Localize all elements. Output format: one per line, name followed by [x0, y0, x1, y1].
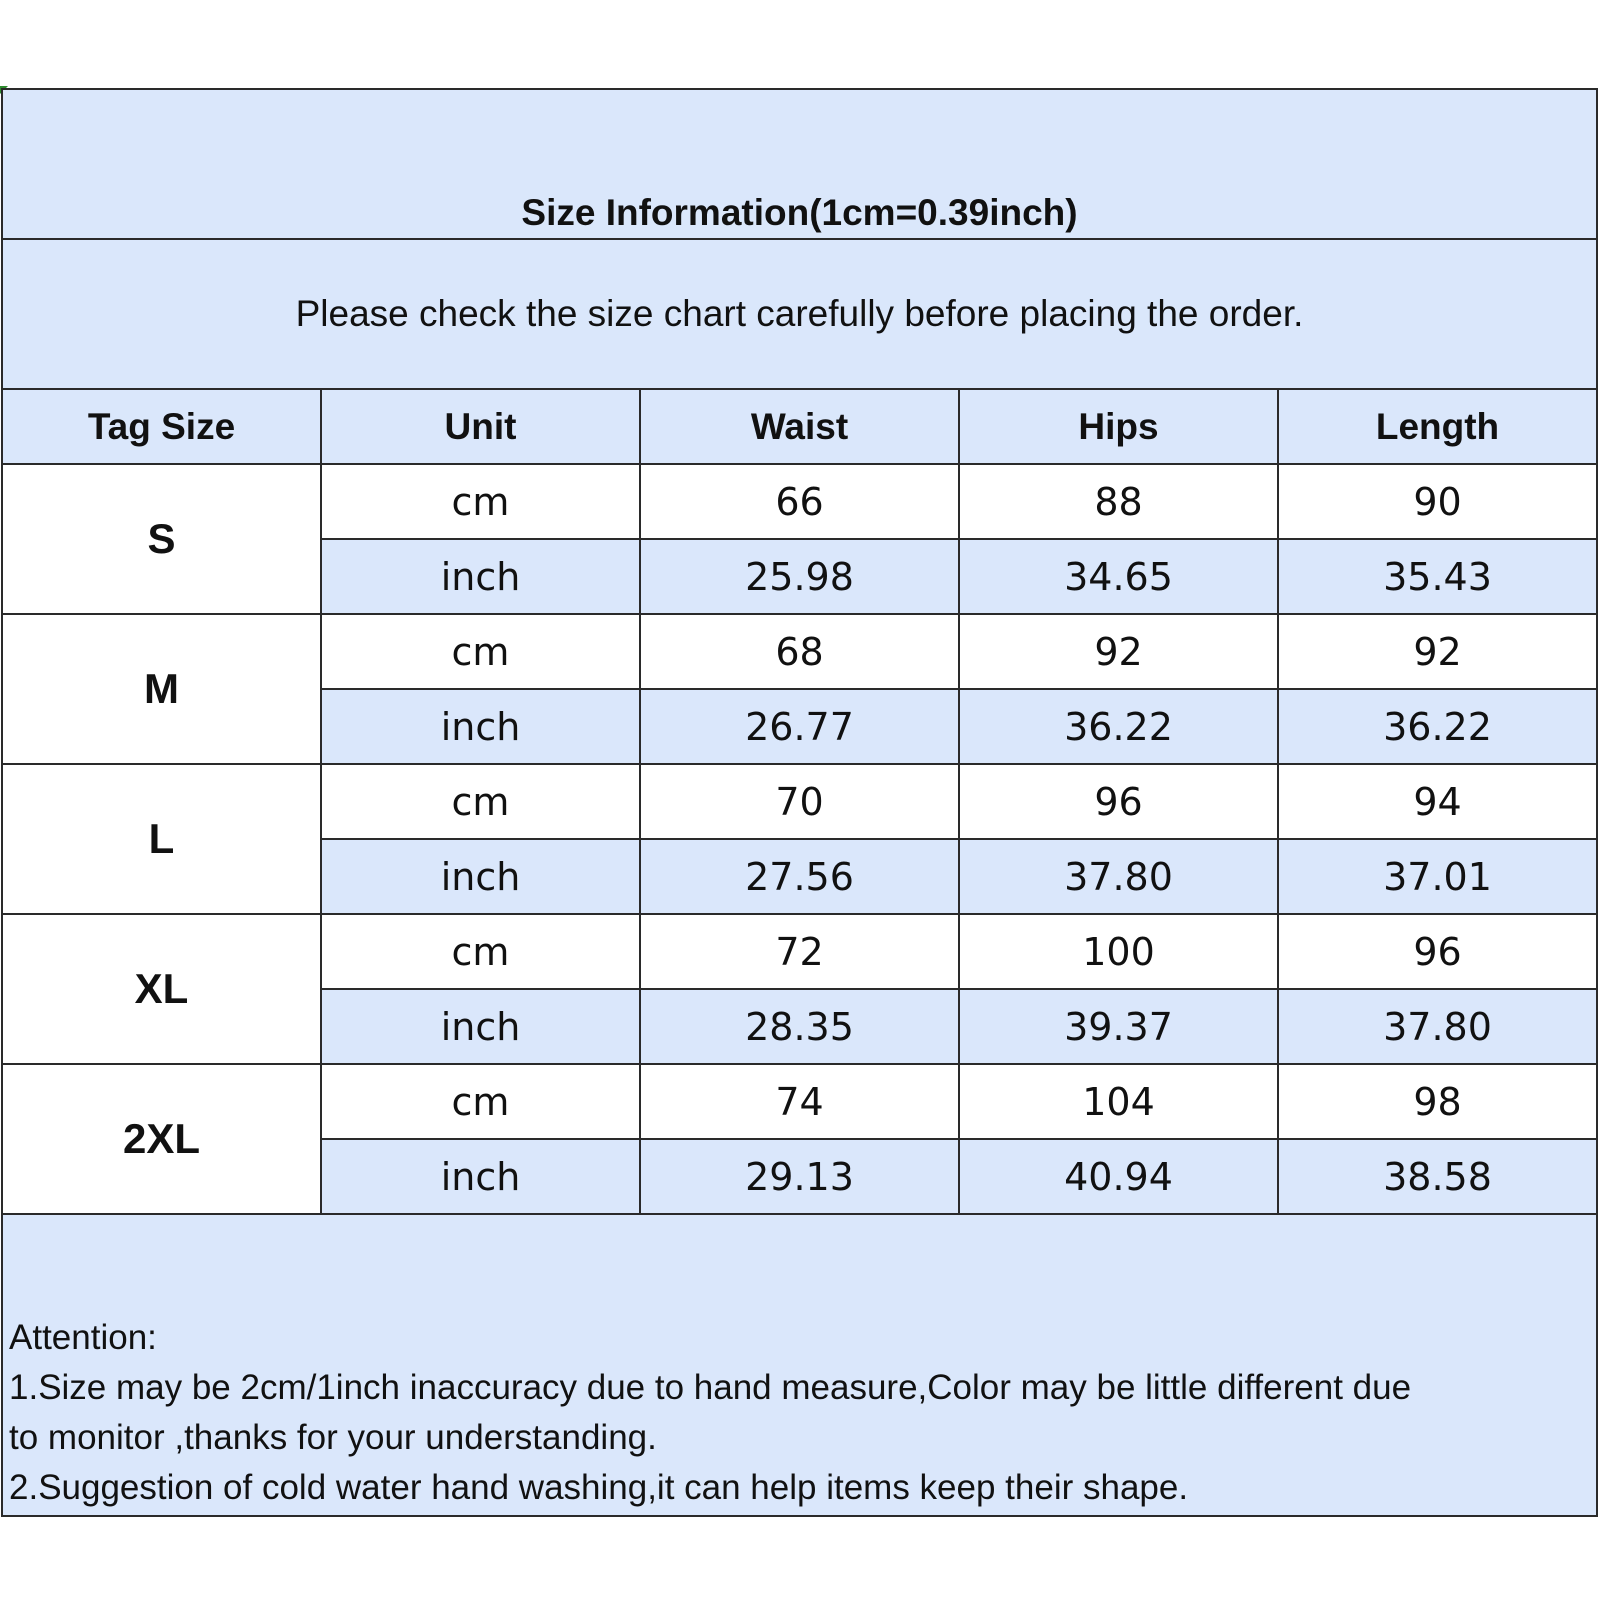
hips-cell: 92: [959, 614, 1278, 689]
notes-row: [2, 1214, 1597, 1516]
waist-cell: 28.35: [640, 989, 959, 1064]
unit-cell: inch: [321, 839, 640, 914]
table-title: [2, 89, 1597, 239]
size-chart-table: [1, 88, 1598, 1517]
length-cell: 92: [1278, 614, 1597, 689]
hips-cell: 100: [959, 914, 1278, 989]
tag-size-cell: M: [2, 614, 321, 764]
tag-size-cell: S: [2, 464, 321, 614]
header-tag-size: Tag Size: [2, 389, 321, 464]
waist-cell: 66: [640, 464, 959, 539]
tag-size-cell: XL: [2, 914, 321, 1064]
unit-cell: inch: [321, 989, 640, 1064]
unit-cell: cm: [321, 914, 640, 989]
table-row: [2, 764, 1597, 839]
waist-cell: 25.98: [640, 539, 959, 614]
length-cell: 36.22: [1278, 689, 1597, 764]
waist-cell: 29.13: [640, 1139, 959, 1214]
hips-cell: 34.65: [959, 539, 1278, 614]
length-cell: 35.43: [1278, 539, 1597, 614]
hips-cell: 96: [959, 764, 1278, 839]
unit-cell: inch: [321, 1139, 640, 1214]
notes-line-1: 1.Size may be 2cm/1inch inaccuracy due to hand measure,Color may be little different due: [9, 1368, 1412, 1407]
waist-cell: 27.56: [640, 839, 959, 914]
notes-heading: Attention:: [9, 1318, 157, 1357]
header-hips: Hips: [959, 389, 1278, 464]
unit-cell: cm: [321, 764, 640, 839]
length-cell: 37.01: [1278, 839, 1597, 914]
notes-line-2: to monitor ,thanks for your understanding.: [9, 1418, 657, 1457]
waist-cell: 70: [640, 764, 959, 839]
unit-cell: cm: [321, 1064, 640, 1139]
hips-cell: 39.37: [959, 989, 1278, 1064]
waist-cell: 68: [640, 614, 959, 689]
header-row: [2, 389, 1597, 464]
unit-cell: inch: [321, 689, 640, 764]
table-row: [2, 464, 1597, 539]
table-row: [2, 1064, 1597, 1139]
waist-cell: 26.77: [640, 689, 959, 764]
table-subtitle: Please check the size chart carefully before placing the order.: [2, 239, 1597, 389]
tag-size-cell: 2XL: [2, 1064, 321, 1214]
length-cell: 37.80: [1278, 989, 1597, 1064]
length-cell: 98: [1278, 1064, 1597, 1139]
subtitle-row: [2, 239, 1597, 389]
header-length: Length: [1278, 389, 1597, 464]
title-text: Size Information(1cm=0.39inch): [521, 192, 1078, 233]
attention-notes: [2, 1214, 1597, 1516]
length-cell: 96: [1278, 914, 1597, 989]
length-cell: 38.58: [1278, 1139, 1597, 1214]
length-cell: 94: [1278, 764, 1597, 839]
hips-cell: 88: [959, 464, 1278, 539]
title-row: [2, 89, 1597, 239]
notes-line-3: 2.Suggestion of cold water hand washing,it can help items keep their shape.: [9, 1468, 1189, 1507]
header-waist: Waist: [640, 389, 959, 464]
unit-cell: cm: [321, 464, 640, 539]
hips-cell: 36.22: [959, 689, 1278, 764]
unit-cell: inch: [321, 539, 640, 614]
waist-cell: 72: [640, 914, 959, 989]
hips-cell: 37.80: [959, 839, 1278, 914]
length-cell: 90: [1278, 464, 1597, 539]
table-row: [2, 914, 1597, 989]
hips-cell: 40.94: [959, 1139, 1278, 1214]
header-unit: Unit: [321, 389, 640, 464]
unit-cell: cm: [321, 614, 640, 689]
waist-cell: 74: [640, 1064, 959, 1139]
table-row: [2, 614, 1597, 689]
hips-cell: 104: [959, 1064, 1278, 1139]
tag-size-cell: L: [2, 764, 321, 914]
